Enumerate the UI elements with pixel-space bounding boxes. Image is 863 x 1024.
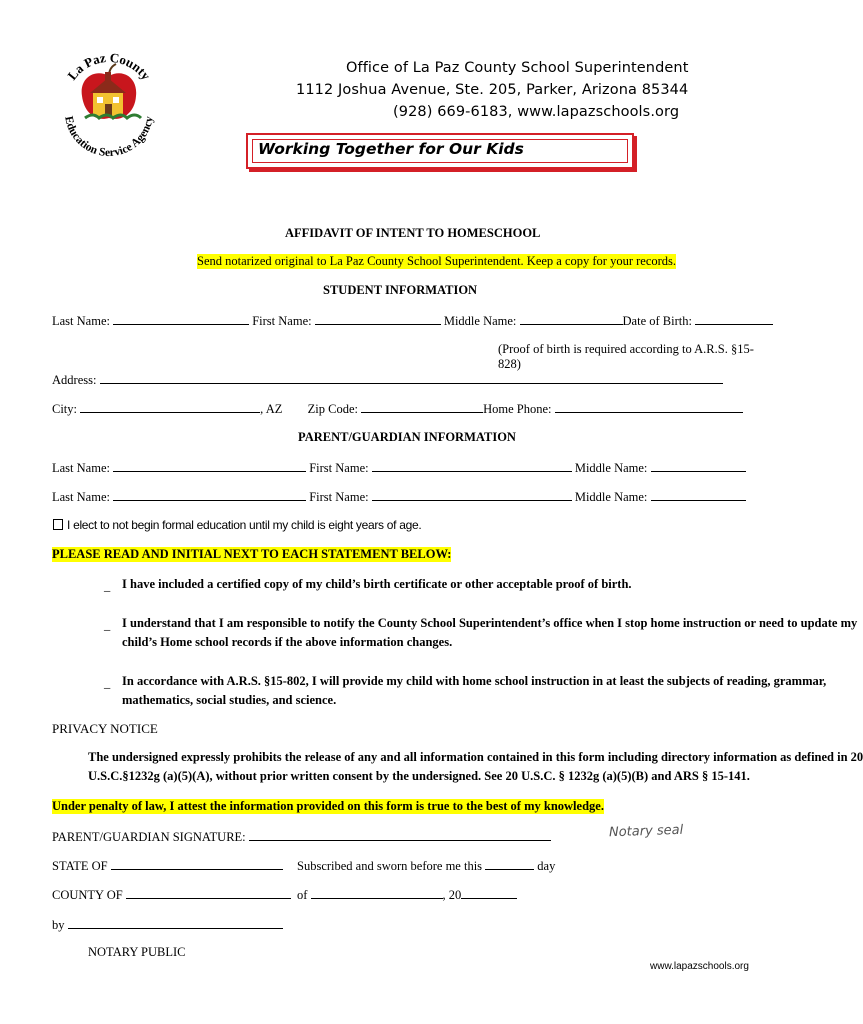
home-phone-field[interactable] [555,400,743,413]
privacy-line2: U.S.C.§1232g (a)(5)(A), without prior written consent by the undersigned. See 20 U.S.C. § 1232g (a)(5)(B) and ARS § 15-141. [88,769,750,783]
of-label: of [297,888,308,902]
zip-label: Zip Code: [307,402,358,416]
county-of-label: COUNTY OF [52,888,123,902]
of-month-field[interactable] [311,886,443,899]
footer-url: www.lapazschools.org [650,961,749,972]
signature-row [52,828,551,845]
office-name: Office of La Paz County School Superintendent [346,60,689,76]
elect-row [53,518,421,532]
student-first-name-field[interactable] [315,312,441,325]
parent2-middle-name-field[interactable] [651,488,746,501]
initial-mark-3: _ [104,676,111,690]
of-row [297,886,517,903]
parent-row-1 [52,459,746,476]
parent1-first-name-field[interactable] [372,459,572,472]
statement-3-line1: In accordance with A.R.S. §15-802, I will provide my child with home school instruction in at least the subjects of reading, grammar, [122,674,827,688]
statement-3-line2: mathematics, social studies, and science. [122,693,337,707]
form-title: AFFIDAVIT OF INTENT TO HOMESCHOOL [285,226,541,240]
parent1-last-name-field[interactable] [113,459,306,472]
student-middle-name-field[interactable] [520,312,623,325]
parent1-first-name-label: First Name: [309,461,369,475]
svg-text:Education Service Agency [62,115,156,159]
logo-top-text: La Paz County [64,49,154,83]
city-field[interactable] [80,400,260,413]
student-name-row [52,312,773,329]
parent2-middle-name-label: Middle Name: [574,490,648,504]
read-initial-heading: PLEASE READ AND INITIAL NEXT TO EACH STATEMENT BELOW: [52,547,452,561]
penalty-statement: Under penalty of law, I attest the information provided on this form is true to the best of my knowledge. [52,799,604,813]
agency-logo [55,42,160,192]
parent1-middle-name-label: Middle Name: [574,461,648,475]
by-row [52,916,283,933]
state-row [52,857,283,874]
by-label: by [52,918,65,932]
state-of-label: STATE OF [52,859,108,873]
statement-2-line1: I understand that I am responsible to notify the County School Superintendent’s office when I stop home instruction or need to update my [122,616,858,630]
student-last-name-field[interactable] [113,312,249,325]
statement-1: I have included a certified copy of my child’s birth certificate or other acceptable proof of birth. [122,577,632,591]
subscribed-label: Subscribed and sworn before me this [297,859,483,873]
parent1-middle-name-field[interactable] [651,459,746,472]
elect-label: I elect to not begin formal education until my child is eight years of age. [67,518,422,532]
year-label: , 20 [442,888,462,902]
by-field[interactable] [68,916,283,929]
signature-field[interactable] [249,828,551,841]
elect-checkbox[interactable] [53,519,63,530]
parent-row-2 [52,488,746,505]
zip-field[interactable] [361,400,483,413]
statement-2-line2: child’s Home school records if the above information changes. [122,635,453,649]
proof-note: (Proof of birth is required according to A.R.S. §15-828) [498,342,754,371]
subscribed-day-field[interactable] [485,857,534,870]
parent2-first-name-field[interactable] [372,488,572,501]
student-first-name-label: First Name: [252,314,312,328]
notary-seal-label: Notary seal [608,822,684,841]
initial-mark-2: _ [104,618,111,632]
notary-public-label: NOTARY PUBLIC [88,945,186,959]
state-of-field[interactable] [111,857,283,870]
county-row [52,886,291,903]
address-label: Address: [52,373,97,387]
privacy-heading: PRIVACY NOTICE [52,721,158,736]
logo-bottom-text: Education Service Agency [62,115,156,160]
office-contact: (928) 669-6183, www.lapazschools.org [393,104,680,120]
slogan-text: Working Together for Our Kids [258,140,524,158]
office-address: 1112 Joshua Avenue, Ste. 205, Parker, Arizona 85344 [296,82,689,98]
subscribed-row [297,857,555,874]
student-dob-field[interactable] [695,312,773,325]
student-heading: STUDENT INFORMATION [323,283,478,297]
parent-heading: PARENT/GUARDIAN INFORMATION [298,430,516,444]
year-field[interactable] [461,886,517,899]
county-of-field[interactable] [126,886,291,899]
initial-mark-1: _ [104,579,111,593]
signature-label: PARENT/GUARDIAN SIGNATURE: [52,830,246,844]
student-dob-label: Date of Birth: [622,314,692,328]
parent1-last-name-label: Last Name: [52,461,110,475]
city-label: City: [52,402,78,416]
parent2-last-name-field[interactable] [113,488,306,501]
home-phone-label: Home Phone: [483,402,552,416]
day-label: day [537,859,556,873]
slogan-box [246,133,634,169]
form-instruction: Send notarized original to La Paz County School Superintendent. Keep a copy for your records. [197,254,677,268]
address-field[interactable] [100,371,723,384]
address-row [52,371,723,388]
state-az-label: , AZ [260,402,283,416]
privacy-line1: The undersigned expressly prohibits the release of any and all information contained in this form including directory information as defined in 20 [88,750,863,764]
city-row [52,400,743,417]
parent2-first-name-label: First Name: [309,490,369,504]
student-middle-name-label: Middle Name: [443,314,517,328]
student-last-name-label: Last Name: [52,314,110,328]
parent2-last-name-label: Last Name: [52,490,110,504]
